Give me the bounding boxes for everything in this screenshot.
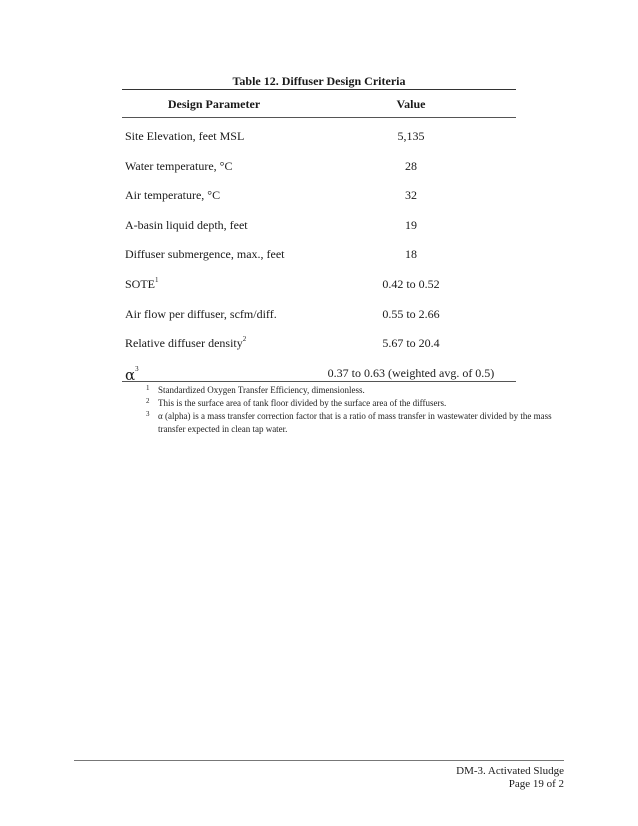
table-body: [122, 121, 516, 387]
footnote-ref: 3: [135, 364, 139, 373]
row-value: 19: [405, 217, 417, 232]
footnote-text: This is the surface area of tank floor divided by the surface area of the diffusers.: [158, 398, 447, 408]
row-parameter: Site Elevation, feet MSL: [125, 129, 245, 143]
table-header-rule: [122, 117, 516, 118]
footer-document-name: DM-3. Activated Sludge: [456, 765, 564, 777]
footnote: [146, 397, 566, 410]
row-value: 32: [405, 188, 417, 203]
row-parameter: Air temperature, °C: [125, 188, 221, 203]
table-row: [122, 210, 516, 240]
row-value: 0.37 to 0.63 (weighted avg. of 0.5): [327, 365, 495, 380]
table-top-rule: [122, 89, 516, 90]
footer-page-number: Page 19 of 2: [508, 778, 564, 790]
table-row: [122, 121, 516, 151]
table-row: [122, 151, 516, 181]
footnote-text: Standardized Oxygen Transfer Efficiency, dimensionless.: [158, 385, 365, 395]
footnote-number: 2: [146, 397, 150, 405]
footnote-text: α (alpha) is a mass transfer correction factor that is a ratio of mass transfer in wastewater divided by the mass transfer expected in clean tap water.: [158, 411, 552, 434]
footer-rule: [74, 760, 564, 761]
row-parameter: $\alpha^3$: [125, 364, 139, 384]
footnote: [146, 384, 566, 397]
row-value: 0.55 to 2.66: [382, 306, 440, 321]
row-value: 28: [405, 158, 417, 173]
row-value: 0.42 to 0.52: [382, 276, 440, 291]
row-parameter: Air flow per diffuser, scfm/diff.: [125, 306, 277, 321]
page-footer: [456, 765, 564, 791]
row-value: 5.67 to 20.4: [382, 336, 440, 351]
footnote-number: 3: [146, 410, 150, 418]
table-row: [122, 328, 516, 358]
row-parameter: A-basin liquid depth, feet: [125, 217, 248, 232]
row-value: 5,135: [397, 129, 425, 143]
row-parameter: Diffuser submergence, max., feet: [125, 247, 285, 262]
row-value: 18: [405, 247, 417, 262]
header-design-parameter: Design Parameter: [167, 97, 261, 111]
row-parameter: SOTE$^1$: [125, 275, 159, 291]
table-row: [122, 269, 516, 299]
row-parameter: Water temperature, °C: [125, 158, 233, 173]
table-row: [122, 299, 516, 329]
table-row: [122, 239, 516, 269]
footnote-number: 1: [146, 384, 150, 392]
table-row: [122, 358, 516, 388]
table-row: [122, 180, 516, 210]
footnote: [146, 410, 566, 436]
table-title: Table 12. Diffuser Design Criteria: [232, 74, 406, 88]
table-footnotes: [146, 384, 566, 436]
footnote-ref: 1: [155, 275, 159, 284]
footnote-ref: 2: [242, 335, 247, 344]
row-parameter: Relative diffuser density$^2$: [125, 335, 247, 351]
table-bottom-rule: [122, 381, 516, 382]
header-value: Value: [396, 97, 426, 111]
